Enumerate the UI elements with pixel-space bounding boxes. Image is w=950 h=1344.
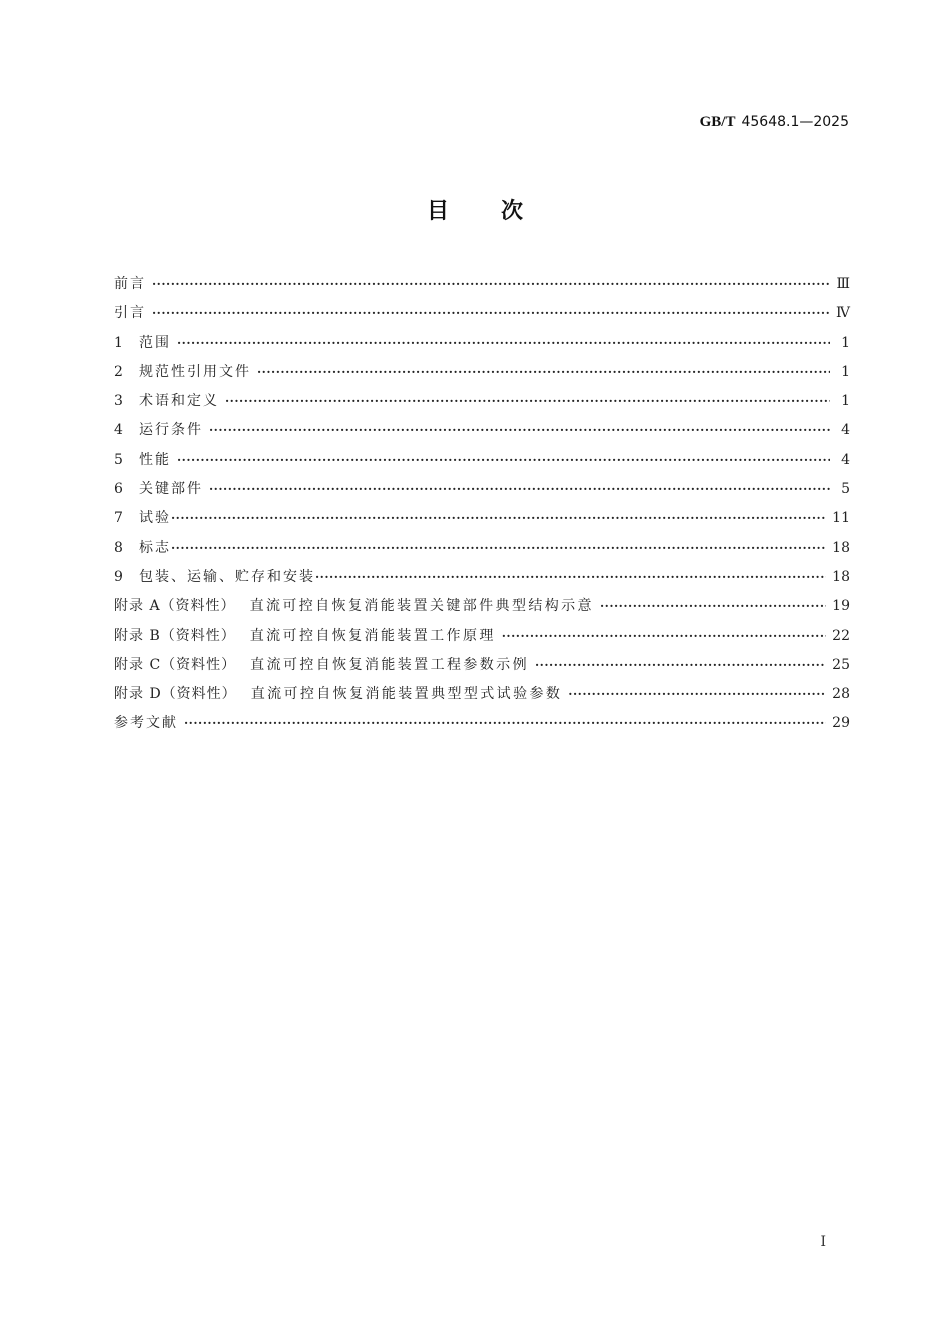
- section-number: 9: [114, 568, 123, 585]
- toc-entry-foreword[interactable]: [114, 272, 850, 301]
- section-number: 7: [114, 510, 123, 527]
- toc-entry-annex-a[interactable]: [114, 594, 850, 623]
- page-number: Ⅰ: [820, 1234, 826, 1250]
- standard-prefix: GB/T: [699, 114, 736, 130]
- dot-leader: [171, 506, 826, 530]
- toc-entry-page: 4: [841, 422, 850, 439]
- toc-entry-page: 18: [832, 539, 850, 556]
- annex-title: 直流可控自恢复消能装置典型型式试验参数: [250, 686, 563, 703]
- toc-entry-label: 包装、运输、贮存和安装: [139, 568, 315, 585]
- toc-entry-introduction[interactable]: [114, 301, 850, 330]
- toc-entry-page: Ⅲ: [836, 276, 850, 292]
- dot-leader: [152, 301, 830, 325]
- toc-entry-annex-c[interactable]: [114, 653, 850, 682]
- toc-entry-page: 25: [832, 656, 850, 673]
- toc-entry-page: 4: [841, 451, 850, 468]
- toc-entry-page: 11: [832, 510, 850, 527]
- toc-entry-label: 术语和定义: [139, 393, 219, 410]
- table-of-contents: [114, 272, 850, 741]
- standard-code: 45648.1—2025: [741, 114, 849, 130]
- toc-entry-performance[interactable]: [114, 448, 850, 477]
- toc-entry-annex-b[interactable]: [114, 624, 850, 653]
- annex-title: 直流可控自恢复消能装置工作原理: [249, 627, 496, 644]
- toc-entry-annex-d[interactable]: [114, 682, 850, 711]
- toc-entry-operating-conditions[interactable]: [114, 418, 850, 447]
- toc-entry-page: 29: [832, 715, 850, 732]
- toc-entry-marking[interactable]: [114, 536, 850, 565]
- toc-entry-label: 引言: [114, 305, 146, 322]
- toc-entry-terms-definitions[interactable]: [114, 389, 850, 418]
- dot-leader: [535, 653, 826, 677]
- toc-entry-bibliography[interactable]: [114, 711, 850, 740]
- section-number: 3: [114, 393, 123, 410]
- annex-title: 直流可控自恢复消能装置关键部件典型结构示意: [249, 598, 594, 615]
- section-number: 8: [114, 539, 123, 556]
- toc-entry-label: 性能: [139, 451, 171, 468]
- toc-entry-label: 标志: [139, 539, 171, 556]
- standard-number: [700, 114, 849, 131]
- section-number: 4: [114, 422, 123, 439]
- toc-entry-normative-references[interactable]: [114, 360, 850, 389]
- toc-entry-key-components[interactable]: [114, 477, 850, 506]
- section-number: 5: [114, 451, 123, 468]
- toc-entry-scope[interactable]: [114, 331, 850, 360]
- annex-title: 直流可控自恢复消能装置工程参数示例: [250, 656, 529, 673]
- dot-leader: [568, 682, 826, 706]
- toc-entry-label: 范围: [139, 334, 171, 351]
- annex-label: 附录 A（资料性）: [114, 598, 236, 615]
- section-number: 1: [114, 334, 123, 351]
- toc-entry-page: 28: [832, 686, 850, 703]
- toc-entry-label: 运行条件: [139, 422, 203, 439]
- toc-entry-label: 试验: [139, 510, 171, 527]
- toc-entry-packaging-transport[interactable]: [114, 565, 850, 594]
- dot-leader: [225, 389, 830, 413]
- toc-entry-page: 1: [841, 334, 850, 351]
- dot-leader: [502, 624, 826, 648]
- toc-entry-page: 19: [832, 598, 850, 615]
- dot-leader: [177, 448, 830, 472]
- toc-entry-label: 参考文献: [114, 715, 178, 732]
- toc-entry-label: 前言: [114, 276, 146, 292]
- dot-leader: [177, 331, 830, 355]
- dot-leader: [152, 272, 830, 296]
- toc-entry-page: 1: [841, 393, 850, 410]
- dot-leader: [257, 360, 830, 384]
- toc-entry-tests[interactable]: [114, 506, 850, 535]
- dot-leader: [315, 565, 826, 589]
- toc-entry-page: 1: [841, 363, 850, 380]
- toc-entry-label: 规范性引用文件: [139, 363, 251, 380]
- dot-leader: [184, 711, 826, 735]
- section-number: 2: [114, 363, 123, 380]
- toc-entry-label: 关键部件: [139, 481, 203, 498]
- dot-leader: [600, 594, 826, 618]
- toc-entry-page: Ⅳ: [836, 305, 850, 322]
- dot-leader: [209, 477, 830, 501]
- annex-label: 附录 B（资料性）: [114, 627, 236, 644]
- toc-entry-page: 5: [841, 481, 850, 498]
- dot-leader: [209, 418, 830, 442]
- toc-entry-page: 22: [832, 627, 850, 644]
- toc-entry-page: 18: [832, 568, 850, 585]
- annex-label: 附录 D（资料性）: [114, 686, 237, 703]
- toc-title: 目次: [426, 199, 575, 224]
- section-number: 6: [114, 481, 123, 498]
- annex-label: 附录 C（资料性）: [114, 656, 237, 673]
- dot-leader: [171, 536, 826, 560]
